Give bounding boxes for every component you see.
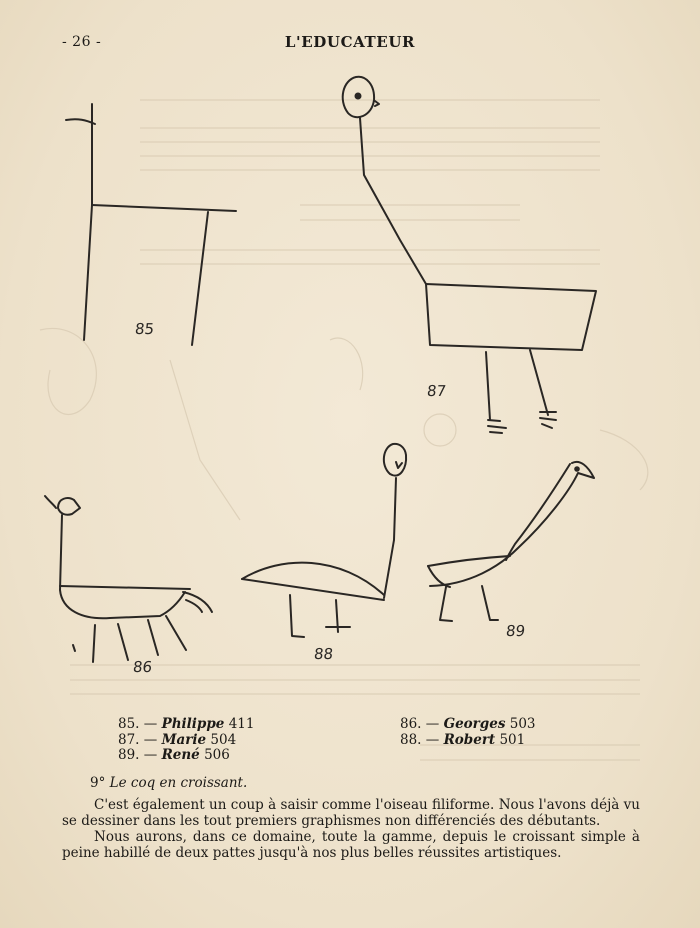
- page-number: - 26 -: [62, 34, 102, 50]
- caption-author: Marie: [161, 731, 207, 748]
- caption-89: [118, 748, 254, 764]
- caption-number: 88. —: [400, 731, 440, 748]
- caption-age: 503: [509, 716, 536, 732]
- caption-88: [400, 733, 536, 749]
- caption-author: René: [161, 747, 200, 763]
- section-number: 9°: [90, 775, 106, 791]
- caption-author: Philippe: [161, 716, 225, 732]
- drawing-88: [242, 444, 406, 637]
- caption-number: 87. —: [118, 731, 158, 748]
- figure-number-89: 89: [505, 622, 527, 640]
- drawing-85: [66, 104, 236, 345]
- figure-number-86: 86: [132, 658, 154, 676]
- drawing-86: [45, 496, 212, 662]
- caption-85: [118, 717, 254, 733]
- figure-number-85: 85: [134, 320, 156, 338]
- caption-age: 506: [204, 747, 230, 763]
- caption-author: Georges: [443, 716, 506, 732]
- captions-right: [400, 717, 536, 748]
- caption-number: 89. —: [118, 747, 158, 763]
- caption-number: 86. —: [400, 716, 440, 732]
- caption-87: [118, 733, 254, 749]
- caption-number: 85. —: [118, 716, 158, 732]
- journal-title: L'EDUCATEUR: [284, 33, 416, 51]
- caption-author: Robert: [443, 731, 496, 748]
- section-title: Le coq en croissant.: [109, 775, 248, 791]
- body-paragraph-1: C'est également un coup à saisir comme l'oiseau filiforme. Nous l'avons déjà vu se dessiner dans les tout premiers graphismes non différenciés des débutants.: [62, 797, 640, 829]
- caption-age: 501: [499, 731, 526, 748]
- caption-age: 504: [210, 731, 237, 748]
- caption-age: 411: [228, 716, 255, 732]
- figure-number-87: 87: [426, 382, 448, 400]
- captions-left: [118, 717, 254, 764]
- caption-86: [400, 717, 536, 733]
- section-heading: [90, 775, 247, 791]
- body-paragraph-2: Nous aurons, dans ce domaine, toute la gamme, depuis le croissant simple à peine habillé de deux pattes jusqu'à nos plus belles réussites artistiques.: [62, 829, 640, 861]
- drawing-89: [428, 462, 594, 621]
- drawing-87: [343, 77, 596, 433]
- figure-number-88: 88: [313, 645, 335, 663]
